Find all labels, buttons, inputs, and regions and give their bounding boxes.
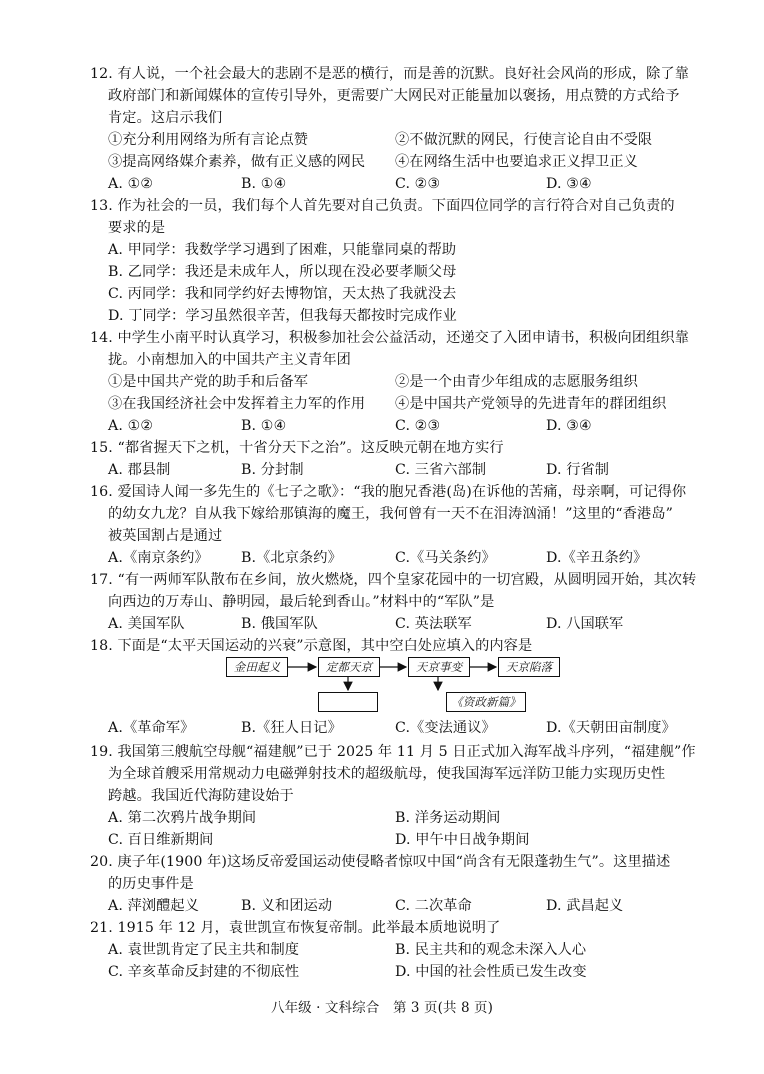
q16-option-b: B.《北京条约》: [241, 550, 342, 566]
q19-option-b: B. 洋务运动期间: [395, 810, 501, 826]
diagram-box-zizheng: 《资政新篇》: [446, 692, 526, 712]
q12-item-2: ②不做沉默的网民，行使言论自由不受限: [395, 132, 653, 148]
q20-option-d: D. 武昌起义: [546, 898, 624, 914]
q15-option-a: A. 郡县制: [108, 462, 171, 478]
q16-option-c: C.《马关条约》: [395, 550, 496, 566]
q12-item-4: ④在网络生活中也要追求正义捍卫正义: [395, 154, 638, 170]
page-footer: 八年级 · 文科综合 第 3 页(共 8 页): [270, 1000, 494, 1016]
q18-option-a: A.《革命军》: [108, 720, 195, 736]
q21-option-d: D. 中国的社会性质已发生改变: [395, 964, 587, 980]
q14-option-a: A. ①②: [108, 418, 154, 434]
q14-stem-line-2: 拢。小南想加入的中国共产主义青年团: [108, 352, 351, 368]
q12-item-1: ①充分利用网络为所有言论点赞: [108, 132, 309, 148]
q12-option-b: B. ①④: [241, 176, 287, 192]
diagram-box-shibian: 天京事变: [408, 657, 470, 677]
q16-stem-line-3: 被英国割占是通过: [108, 528, 223, 544]
diagram-box-xianluo: 天京陷落: [498, 657, 560, 677]
q20-option-b: B. 义和团运动: [241, 898, 333, 914]
q13-option-c: C. 丙同学：我和同学约好去博物馆，天太热了我就没去: [108, 286, 457, 302]
q13-stem-line-2: 要求的是: [108, 220, 166, 236]
diagram-box-dingdu: 定都天京: [318, 657, 380, 677]
q18-option-b: B.《狂人日记》: [241, 720, 342, 736]
q16-stem-line-1: 16. 爱国诗人闻一多先生的《七子之歌》：“我的胞兄香港(岛)在诉他的苦痛，母亲啊，可记得你: [90, 484, 687, 500]
q12-option-a: A. ①②: [108, 176, 154, 192]
q17-option-a: A. 美国军队: [108, 616, 185, 632]
q16-option-d: D.《辛丑条约》: [546, 550, 648, 566]
q12-stem-line-3: 肯定。这启示我们: [108, 110, 223, 126]
q15-option-c: C. 三省六部制: [395, 462, 487, 478]
q16-option-a: A.《南京条约》: [108, 550, 209, 566]
q12-stem-line-1: 12. 有人说，一个社会最大的悲剧不是恶的横行，而是善的沉默。良好社会风尚的形成，除了靠: [90, 66, 689, 82]
q19-option-d: D. 甲午中日战争期间: [395, 832, 530, 848]
q13-option-a: A. 甲同学：我数学学习遇到了困难，只能靠同桌的帮助: [108, 242, 457, 258]
q13-option-d: D. 丁同学：学习虽然很辛苦，但我每天都按时完成作业: [108, 308, 457, 324]
q14-stem-line-1: 14. 中学生小南平时认真学习，积极参加社会公益活动，还递交了入团申请书，积极向团组织靠: [90, 330, 689, 346]
q17-stem-line-2: 向西边的万寿山、静明园，最后轮到香山。”材料中的“军队”是: [108, 594, 495, 610]
q19-option-a: A. 第二次鸦片战争期间: [108, 810, 257, 826]
q15-option-b: B. 分封制: [241, 462, 304, 478]
diagram-box-jintian: 金田起义: [226, 657, 288, 677]
q12-option-d: D. ③④: [546, 176, 592, 192]
q19-stem-line-1: 19. 我国第三艘航空母舰“福建舰”已于 2025 年 11 月 5 日正式加入海军战斗序列，“福建舰”作: [90, 744, 696, 760]
q17-option-c: C. 英法联军: [395, 616, 472, 632]
q14-item-1: ①是中国共产党的助手和后备军: [108, 374, 309, 390]
q14-item-4: ④是中国共产党领导的先进青年的群团组织: [395, 396, 667, 412]
q14-option-b: B. ①④: [241, 418, 287, 434]
q21-option-c: C. 辛亥革命反封建的不彻底性: [108, 964, 300, 980]
q21-option-a: A. 袁世凯肯定了民主共和制度: [108, 942, 300, 958]
q17-option-b: B. 俄国军队: [241, 616, 318, 632]
q21-option-b: B. 民主共和的观念未深入人心: [395, 942, 587, 958]
q13-stem-line-1: 13. 作为社会的一员，我们每个人首先要对自己负责。下面四位同学的言行符合对自己负责的: [90, 198, 675, 214]
q12-stem-line-2: 政府部门和新闻媒体的宣传引导外，更需要广大网民对正能量加以褒扬，用点赞的方式给予: [108, 88, 680, 104]
q20-option-a: A. 萍浏醴起义: [108, 898, 200, 914]
q19-option-c: C. 百日维新期间: [108, 832, 214, 848]
q14-option-c: C. ②③: [395, 418, 441, 434]
q17-option-d: D. 八国联军: [546, 616, 624, 632]
q18-option-d: D.《天朝田亩制度》: [546, 720, 676, 736]
q19-stem-line-2: 为全球首艘采用常规动力电磁弹射技术的超级航母，使我国海军远洋防卫能力实现历史性: [108, 766, 666, 782]
q14-item-3: ③在我国经济社会中发挥着主力军的作用: [108, 396, 366, 412]
q20-stem-line-2: 的历史事件是: [108, 876, 194, 892]
q18-option-c: C.《变法通议》: [395, 720, 496, 736]
q18-stem: 18. 下面是“太平天国运动的兴衰”示意图，其中空白处应填入的内容是: [90, 638, 533, 654]
q14-option-d: D. ③④: [546, 418, 592, 434]
q17-stem-line-1: 17. “有一两师军队散布在乡间，放火燃烧，四个皇家花园中的一切宫殿，从圆明园开始，其次转: [90, 572, 697, 588]
q14-item-2: ②是一个由青少年组成的志愿服务组织: [395, 374, 638, 390]
q13-option-b: B. 乙同学：我还是未成年人，所以现在没必要孝顺父母: [108, 264, 457, 280]
q20-option-c: C. 二次革命: [395, 898, 472, 914]
q20-stem-line-1: 20. 庚子年(1900 年)这场反帝爱国运动使侵略者惊叹中国“尚含有无限蓬勃生气”。这里描述: [90, 854, 671, 870]
q15-option-d: D. 行省制: [546, 462, 610, 478]
q12-item-3: ③提高网络媒介素养，做有正义感的网民: [108, 154, 366, 170]
q12-option-c: C. ②③: [395, 176, 441, 192]
diagram-blank-box: [318, 692, 378, 712]
q19-stem-line-3: 跨越。我国近代海防建设始于: [108, 788, 294, 804]
q21-stem: 21. 1915 年 12 月，袁世凯宣布恢复帝制。此举最本质地说明了: [90, 920, 501, 936]
q16-stem-line-2: 的幼女九龙？自从我下嫁给那镇海的魔王，我何曾有一天不在泪涛汹涌！”这里的“香港岛”: [108, 506, 673, 522]
q15-stem: 15. “都省握天下之机，十省分天下之治”。这反映元朝在地方实行: [90, 440, 504, 456]
